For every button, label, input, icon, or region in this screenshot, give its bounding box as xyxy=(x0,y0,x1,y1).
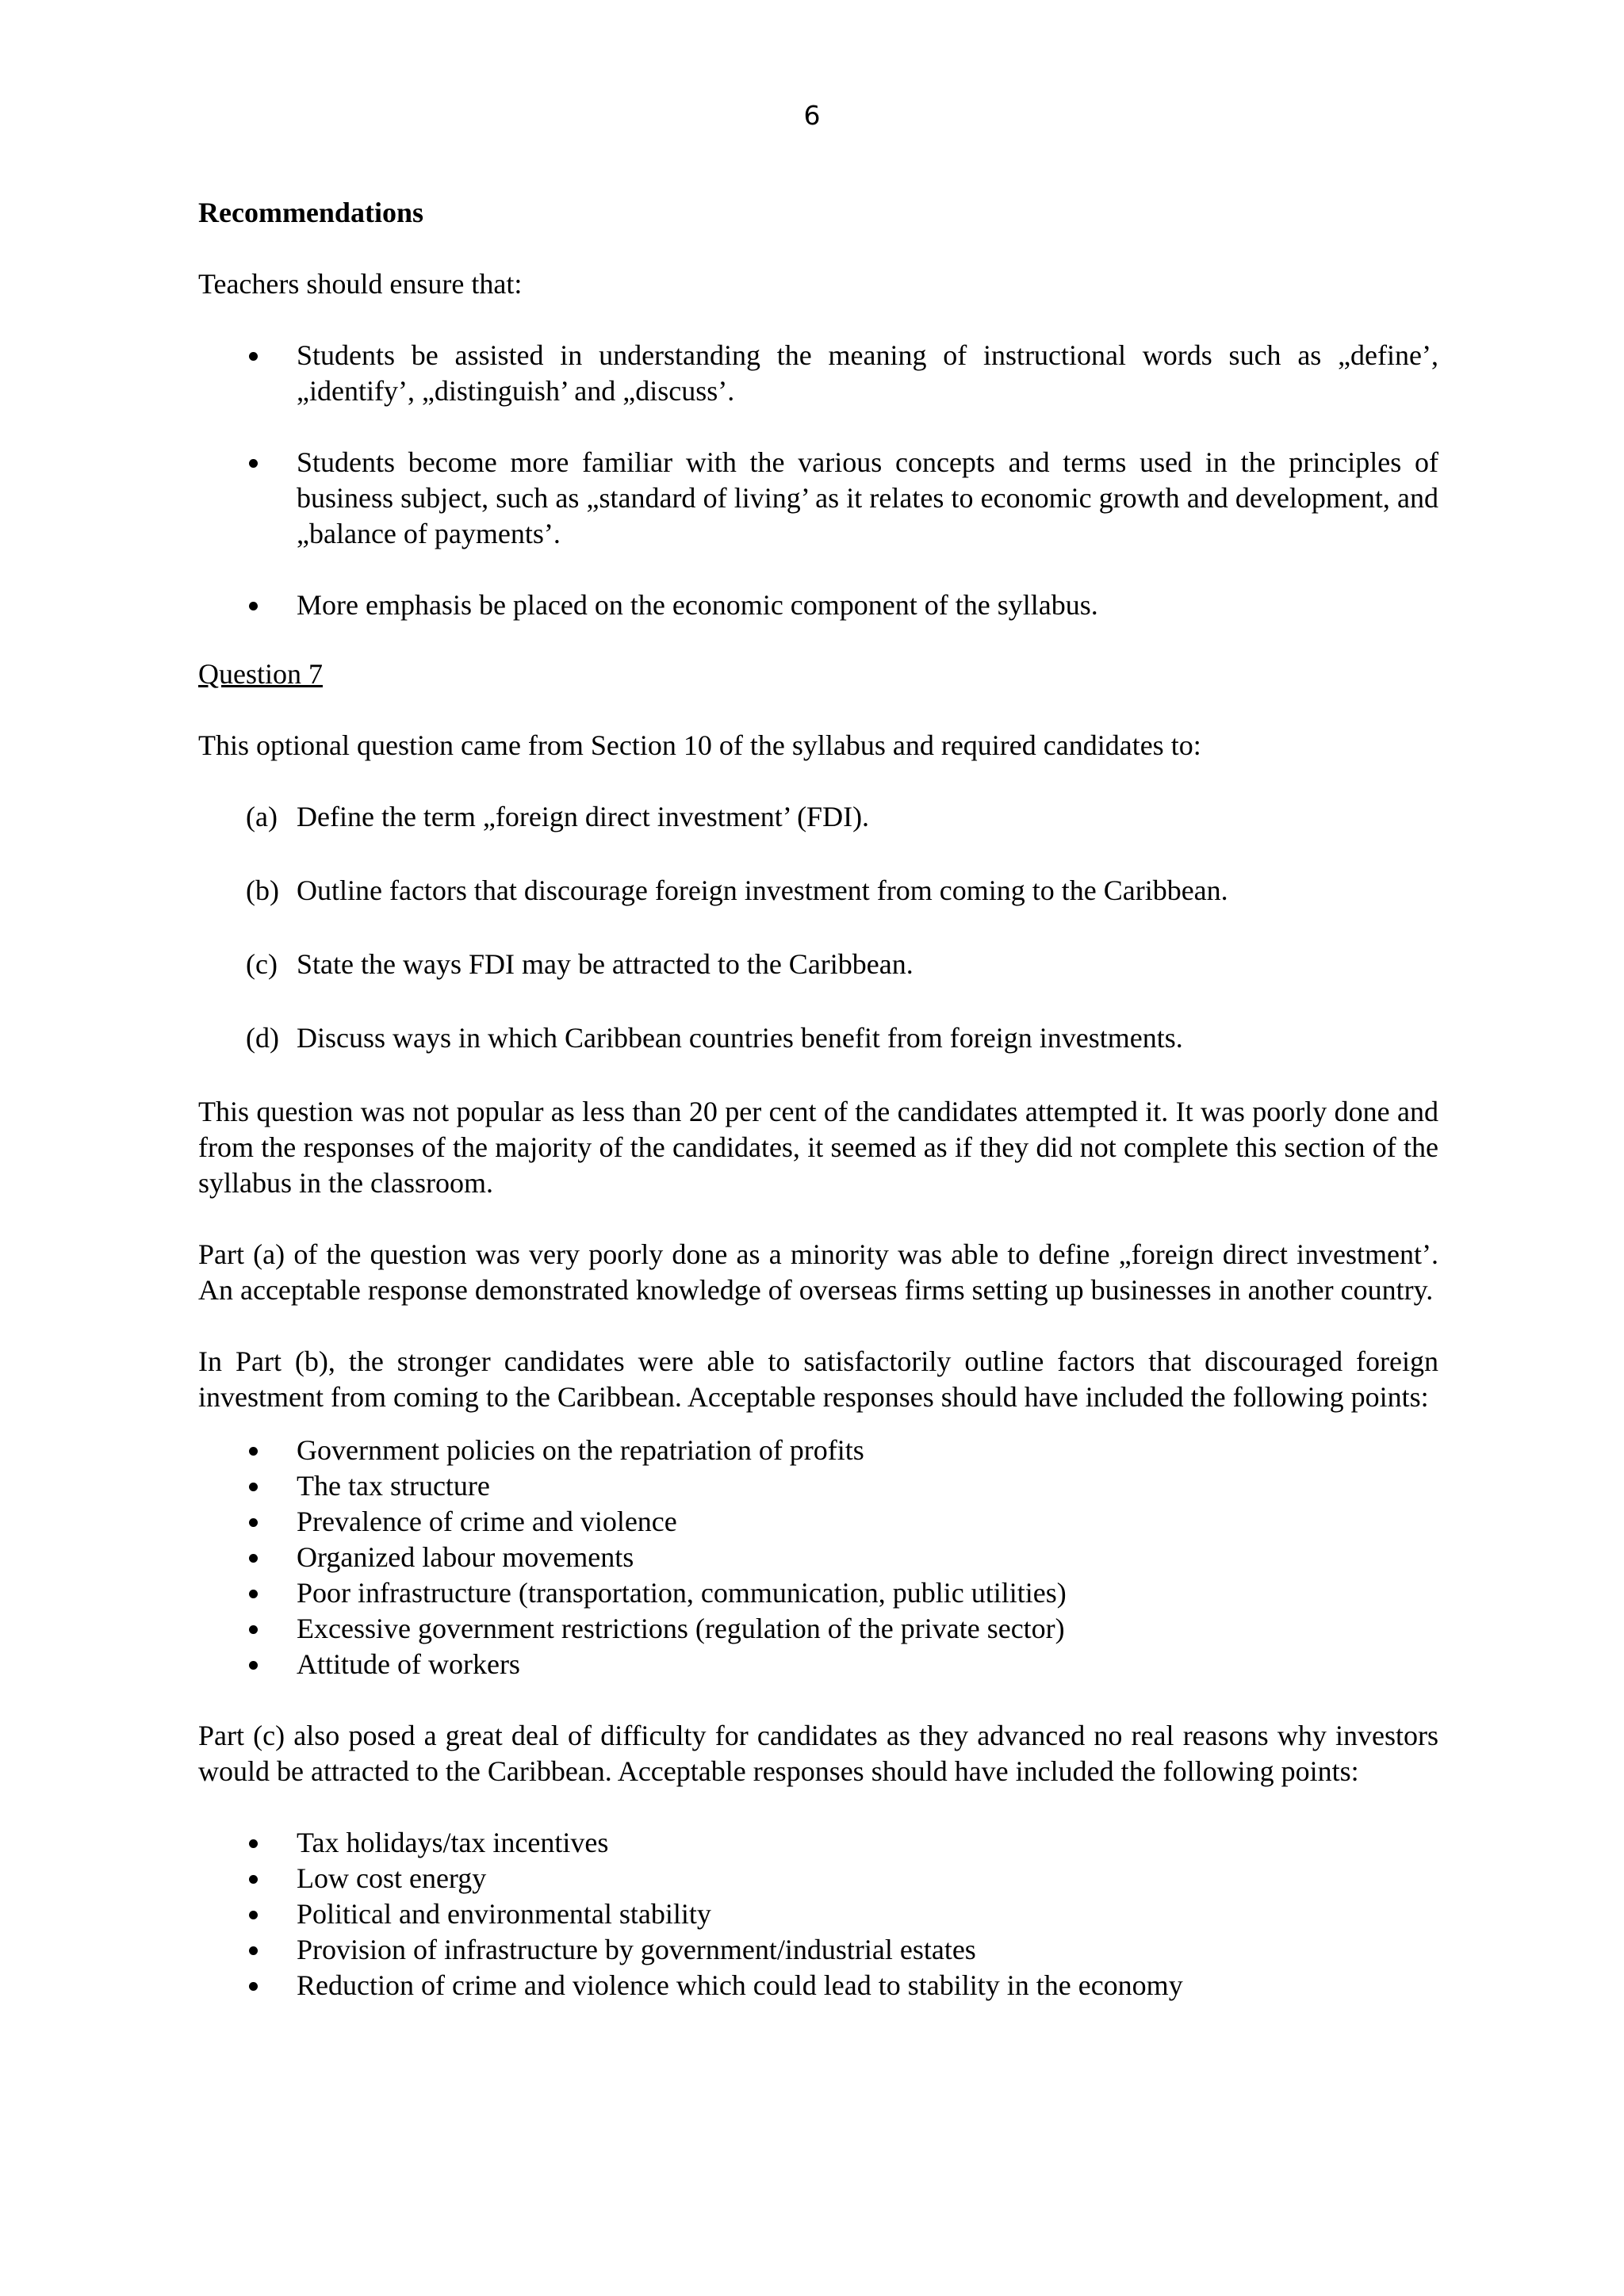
bullet-icon xyxy=(249,1483,258,1491)
list-item: Students be assisted in understanding the meaning of instructional words such as „define’, „identify’, „distinguish’ and „discuss’. xyxy=(198,338,1438,409)
paragraph-popularity: This question was not popular as less than 20 per cent of the candidates attempted it. It was poorly done and from the responses of the majority of the candidates, it seemed as if they did not complete this section of the syllabus in the classroom. xyxy=(198,1096,1438,1199)
bullet-icon xyxy=(249,602,258,610)
list-item: Excessive government restrictions (regulation of the private sector) xyxy=(198,1611,1438,1647)
part-label: (c) xyxy=(246,948,278,980)
recommendations-list xyxy=(198,338,1438,623)
bullet-icon xyxy=(249,352,258,361)
list-item: Poor infrastructure (transportation, communication, public utilities) xyxy=(198,1575,1438,1611)
question-part: (b) Outline factors that discourage foreign investment from coming to the Caribbean. xyxy=(198,873,1438,909)
paragraph-part-a: Part (a) of the question was very poorly done as a minority was able to define „foreign direct investment’. An acceptable response demonstrated knowledge of overseas firms setting up businesses in another country. xyxy=(198,1238,1438,1306)
list-item: Prevalence of crime and violence xyxy=(198,1504,1438,1540)
paragraph-part-b: In Part (b), the stronger candidates were able to satisfactorily outline factors that discouraged foreign investment from coming to the Caribbean. Acceptable responses should have included the following points: xyxy=(198,1345,1438,1413)
bullet-icon xyxy=(249,1518,258,1527)
part-label: (b) xyxy=(246,874,279,906)
part-label: (d) xyxy=(246,1022,279,1054)
bullet-icon xyxy=(249,1875,258,1884)
bullet-icon xyxy=(249,1839,258,1848)
list-item: Political and environmental stability xyxy=(198,1896,1438,1932)
bullet-icon xyxy=(249,1625,258,1634)
bullet-icon xyxy=(249,1554,258,1563)
list-item: Reduction of crime and violence which could lead to stability in the economy xyxy=(198,1968,1438,2003)
bullet-icon xyxy=(249,1661,258,1670)
question-part: (d) Discuss ways in which Caribbean countries benefit from foreign investments. xyxy=(198,1020,1438,1056)
paragraph-part-c: Part (c) also posed a great deal of difficulty for candidates as they advanced no real reasons why investors would be attracted to the Caribbean. Acceptable responses should have included the following points: xyxy=(198,1720,1438,1787)
bullet-icon xyxy=(249,1447,258,1456)
question-part: (c) State the ways FDI may be attracted to the Caribbean. xyxy=(198,947,1438,982)
page-number: 6 xyxy=(803,100,821,131)
list-item: The tax structure xyxy=(198,1468,1438,1504)
bullet-icon xyxy=(249,1590,258,1598)
bullet-icon xyxy=(249,1911,258,1919)
list-item: Organized labour movements xyxy=(198,1540,1438,1575)
part-c-points-list xyxy=(198,1825,1438,2003)
list-item: Tax holidays/tax incentives xyxy=(198,1825,1438,1861)
bullet-icon xyxy=(249,1982,258,1991)
question-parts-list xyxy=(198,799,1438,1056)
part-label: (a) xyxy=(246,801,278,832)
recommendations-intro: Teachers should ensure that: xyxy=(198,268,523,300)
question-part: (a) Define the term „foreign direct investment’ (FDI). xyxy=(198,799,1438,835)
list-item: Low cost energy xyxy=(198,1861,1438,1896)
list-item: Attitude of workers xyxy=(198,1647,1438,1682)
list-item: Students become more familiar with the various concepts and terms used in the principles of business subject, such as „standard of living’ as it relates to economic growth and development, and „balance of payments’. xyxy=(198,445,1438,552)
bullet-icon xyxy=(249,459,258,468)
list-item: Government policies on the repatriation of profits xyxy=(198,1433,1438,1468)
list-item: More emphasis be placed on the economic component of the syllabus. xyxy=(198,587,1438,623)
list-item: Provision of infrastructure by government/industrial estates xyxy=(198,1932,1438,1968)
bullet-icon xyxy=(249,1946,258,1955)
page-content xyxy=(198,195,1438,2003)
question-7-title: Question 7 xyxy=(198,658,323,690)
question-7-intro: This optional question came from Section 10 of the syllabus and required candidates to: xyxy=(198,729,1201,761)
part-b-points-list xyxy=(198,1433,1438,1682)
recommendations-heading: Recommendations xyxy=(198,197,423,228)
